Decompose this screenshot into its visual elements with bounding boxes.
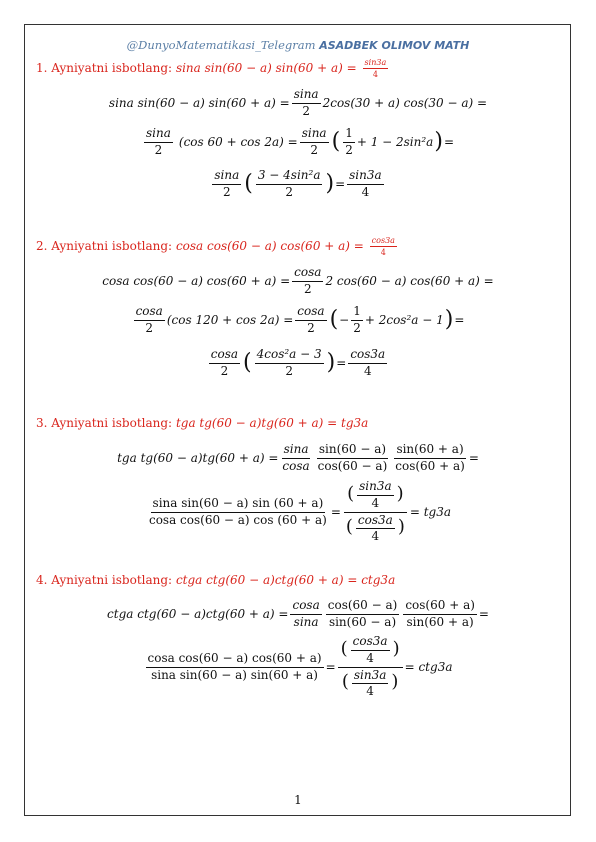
fraction-denominator: 2 <box>307 320 315 335</box>
equation-fraction <box>393 443 467 474</box>
equation-lhs: tga tg(60 − a)tg(60 + a) = <box>117 451 279 465</box>
section-4-line-2 <box>0 633 596 699</box>
equation-rhs: = ctg3a <box>404 660 453 674</box>
equation-fraction <box>348 348 387 379</box>
fraction-numerator: 1 <box>343 127 355 143</box>
fraction-denominator: 2 <box>310 142 318 157</box>
fraction-denominator: 2 <box>154 142 163 157</box>
minus-sign: − <box>339 313 350 327</box>
equation-fraction <box>256 169 323 200</box>
equation-fraction <box>212 169 241 200</box>
page-number: 1 <box>294 793 302 807</box>
telegram-handle: @DunyoMatematikasi_Telegram <box>126 38 316 52</box>
section-2-line-3: $\frac{\cos a}{2}$ ( $\frac{\text{4cos²a − 3}}{2}$ ) = $\frac{\cos 3a}{4}$ <box>210 346 386 378</box>
fraction-denominator: 4 <box>371 529 380 544</box>
equation-rhs: 2cos(30 + a) cos(30 − a) = <box>322 96 488 110</box>
section-1-line-2: $\frac{\sin a}{2}$ (cos 60 + cos 2a) = $\frac{\sin a}{2}$ ( $\frac{1}{2}$ + 1 − 2sin²a ) = <box>146 125 454 157</box>
fraction-numerator: sin3a <box>363 58 389 69</box>
fraction-numerator: cosa cos(60 − a) cos(60 + a) <box>146 652 324 668</box>
fraction-numerator: cos(60 + a) <box>403 599 477 615</box>
fraction-denominator: 2 <box>222 184 231 199</box>
fraction-denominator: cosa <box>282 458 310 473</box>
fraction-numerator: sina <box>282 443 311 459</box>
section-4-title <box>36 573 395 587</box>
fraction-denominator: sin(60 + a) <box>406 614 474 629</box>
fraction-denominator: sina <box>293 614 319 629</box>
parenthesis-content: + 2cos²a − 1 <box>364 313 444 327</box>
fraction-denominator: 4 <box>371 495 380 510</box>
equation-fraction <box>292 88 321 119</box>
fraction-numerator: sina <box>212 169 241 185</box>
fraction-numerator: cos3a <box>348 348 387 364</box>
fraction-numerator: sina <box>300 127 329 143</box>
compound-numerator: ( $\frac{\cos 3a}{4}$ ) <box>338 635 403 668</box>
section-4-statement: ctga ctg(60 − a)ctg(60 + a) = ctg3a <box>175 573 396 587</box>
fraction-numerator: cosa <box>209 348 240 364</box>
equation-lhs: sina sin(60 − a) sin(60 + a) = <box>108 96 290 110</box>
equation-fraction <box>343 127 355 158</box>
fraction-numerator: 1 <box>351 305 363 321</box>
equation-fraction <box>292 266 323 297</box>
equals-sign: = <box>478 607 489 621</box>
equation-fraction <box>280 443 311 474</box>
section-1-line-1 <box>0 86 596 120</box>
compound-denominator: ( $\frac{\cos 3a}{4}$ ) <box>345 512 405 544</box>
equation-fraction <box>134 305 165 336</box>
equation-middle: (cos 120 + cos 2a) = <box>166 313 294 327</box>
fraction-denominator: 2 <box>303 281 312 296</box>
fraction-numerator: sin(60 − a) <box>317 443 388 459</box>
section-3-label: 3. Ayniyatni isbotlang: <box>36 416 173 430</box>
fraction-denominator: 2 <box>220 363 229 378</box>
equals-sign: = <box>336 356 347 370</box>
equation-fraction <box>255 348 324 379</box>
equals-sign: = <box>443 135 454 149</box>
compound-numerator: ( $\frac{\sin 3a}{4}$ ) <box>344 480 407 513</box>
fraction-numerator: 3 − 4sin²a <box>256 169 323 185</box>
equation-fraction <box>326 599 400 630</box>
section-3-title <box>36 416 368 430</box>
section-4-label: 4. Ayniyatni isbotlang: <box>36 573 173 587</box>
fraction-denominator: 4 <box>372 70 378 80</box>
fraction-denominator: 2 <box>353 320 361 335</box>
section-3-line-1 <box>0 440 596 476</box>
section-2-statement-fraction <box>370 236 397 257</box>
fraction-denominator: 2 <box>145 320 154 335</box>
fraction-denominator: 2 <box>302 103 310 118</box>
fraction-numerator: cos3a <box>351 635 390 651</box>
equals-sign: = <box>335 177 346 191</box>
compound-denominator: ( $\frac{\sin 3a}{4}$ ) <box>341 667 399 699</box>
fraction-numerator: sin(60 + a) <box>394 443 465 459</box>
equation-fraction <box>144 127 173 158</box>
equation-rhs: = tg3a <box>409 505 452 519</box>
fraction-numerator: cosa <box>290 599 321 615</box>
compound-fraction <box>343 480 408 544</box>
equation-middle: (cos 60 + cos 2a) = <box>178 135 298 149</box>
fraction-numerator: cos3a <box>356 514 395 530</box>
section-2-label: 2. Ayniyatni isbotlang: <box>36 239 173 254</box>
fraction-denominator: 2 <box>285 184 293 199</box>
fraction-denominator: sina sin(60 − a) sin(60 + a) <box>151 667 318 682</box>
equation-fraction <box>147 497 329 528</box>
fraction-numerator: cosa <box>295 305 326 321</box>
section-1-line-3: $\frac{\sin a}{2}$ ( $\frac{\text{3 − 4sin²a}}{2}$ ) = $\frac{\sin 3a}{4}$ <box>214 167 382 199</box>
fraction-numerator: sina <box>144 127 173 143</box>
section-1-statement-fraction <box>363 58 389 79</box>
section-1-label: 1. Ayniyatni isbotlang: <box>36 61 173 76</box>
equation-fraction <box>316 443 390 474</box>
section-2-line-2: $\frac{\cos a}{2}$ (cos 120 + cos 2a) = $\frac{\cos a}{2}$ ( − $\frac{1}{2}$ + 2cos²a − 1 ) = <box>135 303 465 335</box>
equals-sign: = <box>325 660 336 674</box>
equals-sign: = <box>330 505 341 519</box>
section-1-statement: sina sin(60 − a) sin(60 + a) = <box>175 61 357 76</box>
fraction-numerator: cosa <box>292 266 323 282</box>
equation-fraction <box>347 169 384 200</box>
fraction-denominator: sin(60 − a) <box>328 614 397 629</box>
parenthesis-content: + 1 − 2sin²a <box>356 135 434 149</box>
fraction-numerator: sin3a <box>357 480 394 496</box>
equals-sign: = <box>454 313 465 327</box>
fraction-numerator: cosa <box>134 305 165 321</box>
section-4-line-1 <box>0 596 596 632</box>
equation-lhs: ctga ctg(60 − a)ctg(60 + a) = <box>107 607 289 621</box>
author-name: ASADBEK OLIMOV MATH <box>319 39 470 52</box>
fraction-numerator: sina sin(60 − a) sin (60 + a) <box>151 497 326 513</box>
fraction-numerator: sin3a <box>352 669 389 685</box>
equation-fraction <box>403 599 477 630</box>
fraction-denominator: 2 <box>345 142 353 157</box>
equation-fraction <box>295 305 326 336</box>
section-2-statement: cosa cos(60 − a) cos(60 + a) = <box>175 239 364 254</box>
equation-fraction <box>290 599 321 630</box>
fraction-denominator: 2 <box>285 363 293 378</box>
fraction-numerator: cos(60 − a) <box>326 599 400 615</box>
fraction-numerator: sina <box>292 88 321 104</box>
fraction-denominator: cos(60 − a) <box>317 458 388 473</box>
fraction-denominator: cos(60 + a) <box>395 458 465 473</box>
fraction-denominator: 4 <box>361 184 370 199</box>
fraction-numerator: cos3a <box>370 236 397 247</box>
equation-rhs: 2 cos(60 − a) cos(60 + a) = <box>325 274 494 288</box>
section-1-title <box>36 58 390 79</box>
fraction-numerator: 4cos²a − 3 <box>255 348 324 364</box>
equals-sign: = <box>468 451 479 465</box>
fraction-denominator: 4 <box>380 248 386 258</box>
fraction-numerator: sin3a <box>347 169 384 185</box>
fraction-denominator: 4 <box>366 650 374 665</box>
equation-fraction <box>146 652 324 683</box>
section-2-line-1 <box>0 264 596 298</box>
section-2-title <box>36 236 399 257</box>
equation-lhs: cosa cos(60 − a) cos(60 + a) = <box>102 274 291 288</box>
page-header <box>0 38 596 52</box>
section-3-statement: tga tg(60 − a)tg(60 + a) = tg3a <box>175 416 369 430</box>
equation-fraction <box>300 127 329 158</box>
fraction-denominator: 4 <box>366 684 374 699</box>
section-3-line-2 <box>0 478 596 544</box>
fraction-denominator: 4 <box>363 363 372 378</box>
compound-fraction <box>338 635 403 699</box>
equation-fraction <box>351 305 363 336</box>
equation-fraction <box>209 348 240 379</box>
fraction-denominator: cosa cos(60 − a) cos (60 + a) <box>148 512 327 527</box>
